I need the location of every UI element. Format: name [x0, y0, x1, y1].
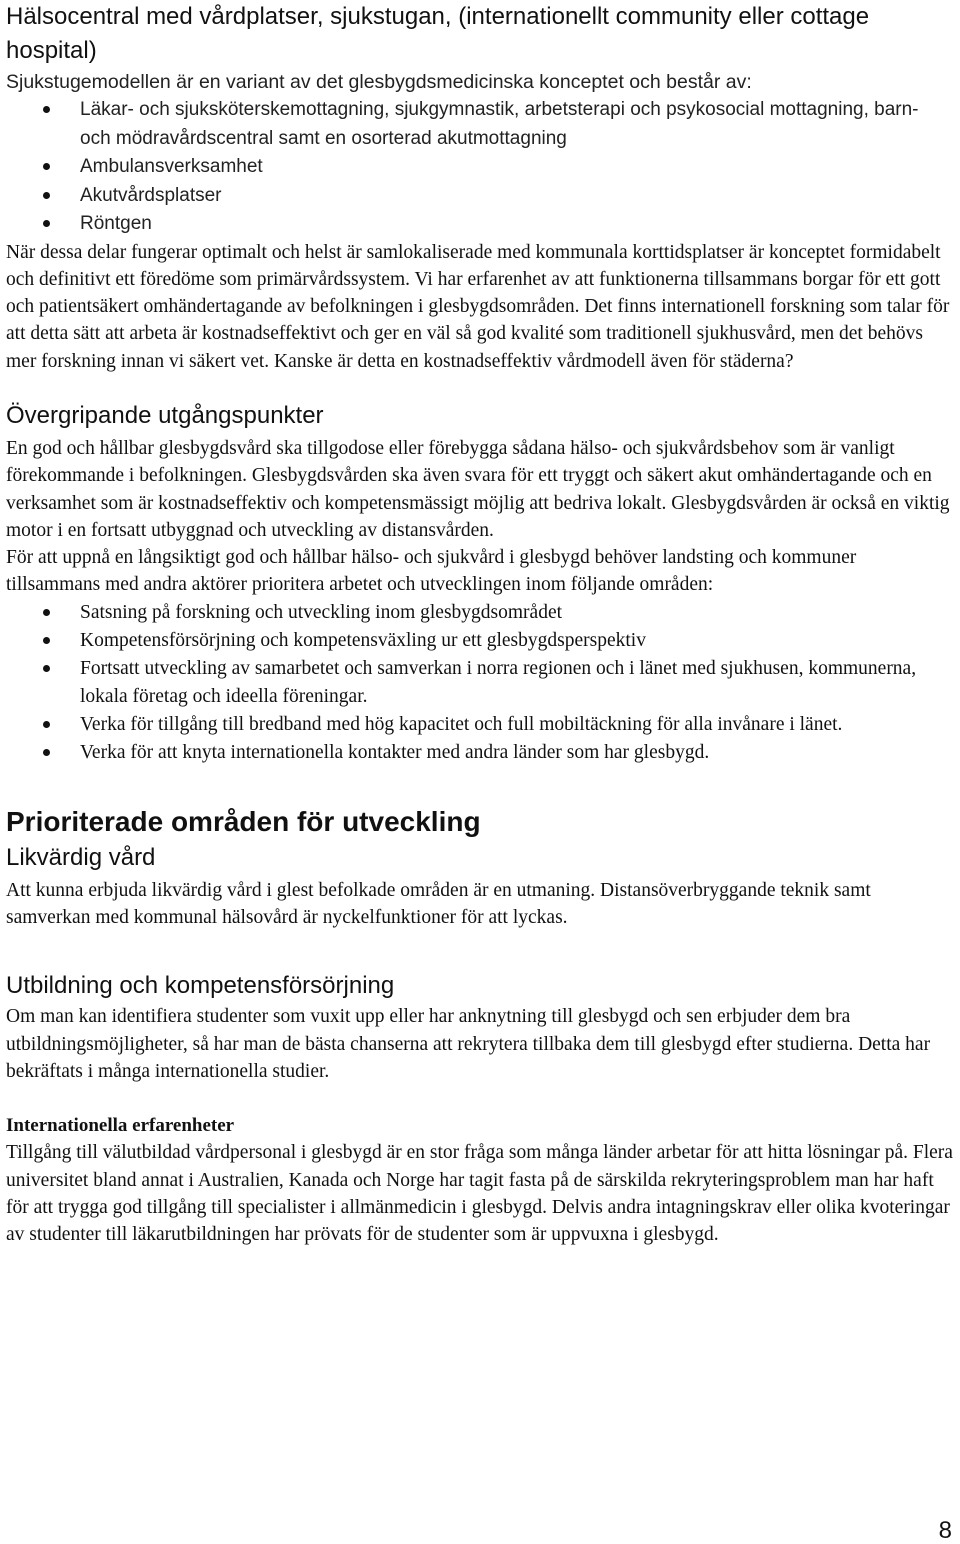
list-item: Läkar- och sjuksköterskemottagning, sjukgymnastik, arbetsterapi och psykosocial mottagning, barn- och mödravårdscentral samt en osorterad akutmottagning — [6, 96, 954, 153]
internationella-paragraph: Tillgång till välutbildad vårdpersonal i glesbygd är en stor fråga som många länder arbetar för att hitta lösningar på. Flera universitet bland annat i Australien, Kanada och Norge har tagit fasta på de särskilda rekryteringsproblem man har haft för att trygga god tillgång till specialister i allmänmedicin i glesbygd. Delvis andra intagningskrav eller olika kvoteringar av studenter till läkarutbildningen har prövats för de studenter som är uppvuxna i glesbygd. — [6, 1142, 953, 1246]
section-heading-prioriterade: Prioriterade områden för utveckling — [6, 805, 481, 837]
list-item: Verka för att knyta internationella kontakter med andra länder som har glesbygd. — [6, 739, 954, 767]
sjukstugan-intro: Sjukstugemodellen är en variant av det glesbygdsmedicinska konceptet och består av: — [6, 71, 752, 93]
likvardig-paragraph: Att kunna erbjuda likvärdig vård i glest befolkade områden är en utmaning. Distansöverbryggande teknik samt samverkan med kommunal hälsovård är nyckelfunktioner för att lyckas. — [6, 879, 871, 929]
utbildning-paragraph: Om man kan identifiera studenter som vuxit upp eller har anknytning till glesbygd och sen erbjuder dem bra utbildningsmöjligheter, så har man de bästa chanserna att rekrytera tillbaka dem till glesbygd efter studierna. Detta har bekräftats i många internationella studier. — [6, 1006, 931, 1082]
list-item: Verka för tillgång till bredband med hög kapacitet och full mobiltäckning för alla invånare i länet. — [6, 711, 954, 739]
overgripande-paragraph-2: För att uppnå en långsiktigt god och hållbar hälso- och sjukvård i glesbygd behöver landsting och kommuner tillsammans med andra aktörer prioritera arbetet och utvecklingen inom följande områden: — [6, 547, 857, 596]
overgripande-list — [6, 599, 954, 767]
overgripande-paragraph-1: En god och hållbar glesbygdsvård ska tillgodose eller förebygga sådana hälso- och sjukvårdsbehov som är vanligt förekommande i befolkningen. Glesbygdsvården ska även svara för ett tryggt och säkert akut omhändertagande och en verksamhet som är kostnadseffektiv och kompetensmässigt möjlig att bedriva lokalt. Glesbygdsvården är också en viktig motor i en fortsatt utbyggnad och utveckling av distansvården. — [6, 437, 950, 541]
list-item: Kompetensförsörjning och kompetensväxling ur ett glesbygdsperspektiv — [6, 627, 954, 655]
list-item: Satsning på forskning och utveckling inom glesbygdsområdet — [6, 599, 954, 627]
page-number: 8 — [938, 1517, 952, 1544]
section-heading-sjukstugan: Hälsocentral med vårdplatser, sjukstugan, (internationellt community eller cottage hospital) — [6, 3, 870, 64]
list-item: Ambulansverksamhet — [6, 153, 954, 182]
subheading-utbildning: Utbildning och kompetensförsörjning — [6, 972, 395, 1000]
sjukstugan-paragraph: När dessa delar fungerar optimalt och helst är samlokaliserade med kommunala korttidsplatser är konceptet formidabelt och definitivt ett föredöme som primärvårdssystem. Vi har erfarenhet av att funktionerna tillsammans borgar för ett gott och patientsäkert omhändertagande av befolkningen i glesbygdsområden. Det finns internationell forskning som talar för att detta sätt att arbeta är kostnadseffektivt och ger en väl så god kvalité som traditionell sjukhusvård, men det behövs mer forskning innan vi säkert vet. Kanske är detta en kostnadseffektiv vårdmodell även för städerna? — [6, 241, 950, 372]
sjukstugan-list — [6, 96, 954, 239]
subheading-internationella: Internationella erfarenheter — [6, 1115, 235, 1137]
document-page — [6, 0, 954, 1248]
list-item: Akutvårdsplatser — [6, 182, 954, 211]
section-heading-overgripande: Övergripande utgångspunkter — [6, 401, 324, 429]
list-item: Fortsatt utveckling av samarbetet och samverkan i norra regionen och i länet med sjukhusen, kommunerna, lokala företag och ideella föreningar. — [6, 655, 954, 711]
list-item: Röntgen — [6, 210, 954, 239]
subheading-likvardig: Likvärdig vård — [6, 843, 156, 871]
